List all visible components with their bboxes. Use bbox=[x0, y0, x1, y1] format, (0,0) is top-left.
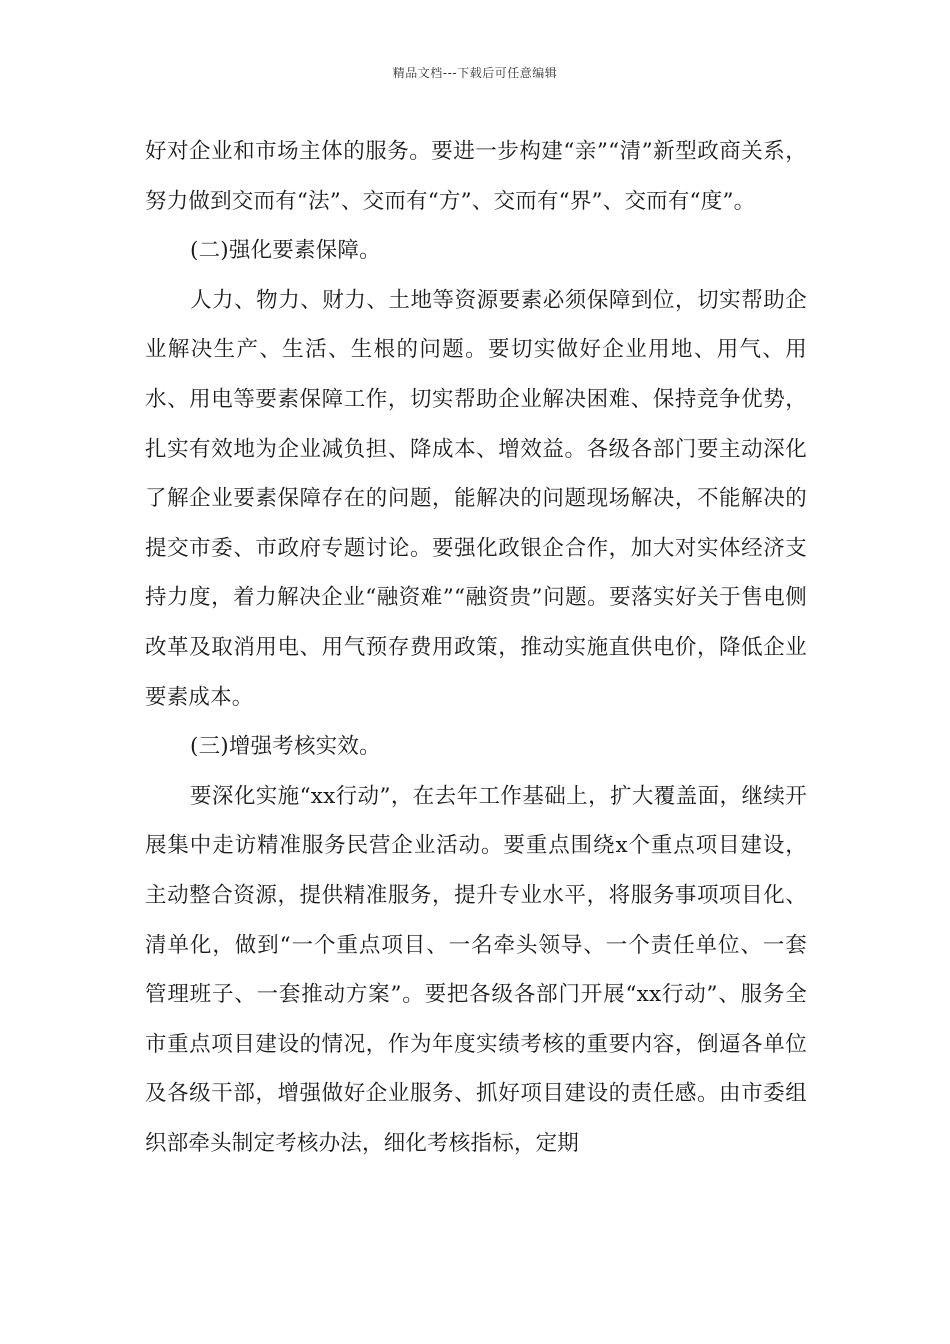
document-body bbox=[145, 127, 807, 1168]
paragraph-element-guarantee: 人力、物力、财力、土地等资源要素必须保障到位，切实帮助企业解决生产、生活、生根的问题。要切实做好企业用地、用气、用水、用电等要素保障工作，切实帮助企业解决困难、保持竞争优势，扎实有效地为企业减负担、降成本、增效益。各级各部门要主动深化了解企业要素保障存在的问题，能解决的问题现场解决，不能解决的提交市委、市政府专题讨论。要强化政银企合作，加大对实体经济支持力度，着力解决企业“融资难”“融资贵”问题。要落实好关于售电侧改革及取消用电、用气预存费用政策，推动实施直供电价，降低企业要素成本。 bbox=[145, 287, 807, 710]
section-heading-2: (二)强化要素保障。 bbox=[190, 238, 381, 264]
paragraph-continuation: 好对企业和市场主体的服务。要进一步构建“亲”“清”新型政商关系，努力做到交而有“法”、交而有“方”、交而有“界”、交而有“度”。 bbox=[145, 139, 807, 214]
paragraph-assessment: 要深化实施“xx行动”，在去年工作基础上，扩大覆盖面，继续开展集中走访精准服务民营企业活动。要重点围绕x个重点项目建设，主动整合资源，提供精准服务，提升专业水平，将服务事项项目化、清单化，做到“一个重点项目、一名牵头领导、一个责任单位、一套管理班子、一套推动方案”。要把各级各部门开展“xx行动”、服务全市重点项目建设的情况，作为年度实绩考核的重要内容，倒逼各单位及各级干部，增强做好企业服务、抓好项目建设的责任感。由市委组织部牵头制定考核办法，细化考核指标，定期 bbox=[145, 783, 807, 1156]
section-heading-3: (三)增强考核实效。 bbox=[190, 734, 381, 760]
page-header: 精品文档---下载后可任意编辑 bbox=[392, 66, 558, 80]
